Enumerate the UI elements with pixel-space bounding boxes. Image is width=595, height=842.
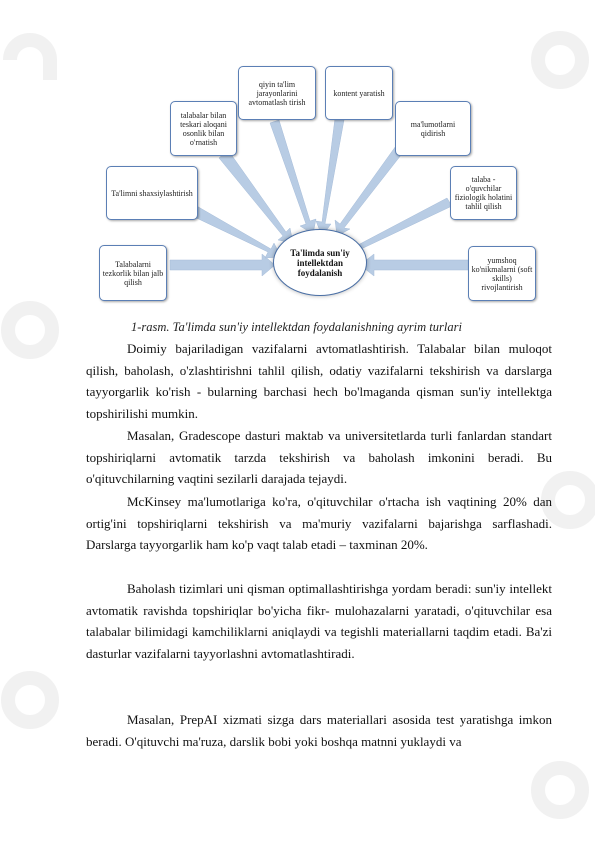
- arrow-6: [335, 143, 405, 236]
- paragraph-4: Baholash tizimlari uni qisman optimallashtirishga yordam beradi: sun'iy intellekt avtomatik ravishda topshiriqlar bo'yicha fikr- mulohazalarni yaratadi, o'qituvchilar esa talabalar bilimidagi kamchiliklarni aniqlaydi va tegishli materiallarni taqdim etadi. Ba'zi dasturlar vazifalarni tayyorlashni avtomatlashtiradi.: [86, 581, 552, 661]
- figure-caption: 1-rasm. Ta'limda sun'iy intellektdan foydalanishning ayrim turlari: [131, 320, 462, 334]
- arrow-1: [170, 254, 275, 276]
- diagram: [0, 0, 595, 310]
- node-personalization: Ta'limni shaxsiylashtirish: [106, 166, 198, 220]
- arrow-4: [270, 120, 316, 234]
- node-physiology: talaba - o'quvchilar fiziologik holatini tahlil qilish: [450, 166, 517, 220]
- node-engage-students: Talabalarni tezkorlik bilan jalb qilish: [99, 245, 167, 301]
- arrow-7: [350, 198, 452, 256]
- arrow-8: [360, 254, 470, 276]
- arrow-5: [316, 118, 344, 236]
- node-soft-skills: yumshoq ko'nikmalarni (soft skills) rivojlantirish: [468, 246, 536, 301]
- node-content: kontent yaratish: [325, 66, 393, 120]
- paragraph-5: Masalan, PrepAI xizmati sizga dars materiallari asosida test yaratishga imkon beradi. O'qituvchi ma'ruza, darslik bobi yoki boshqa matnni yuklaydi va: [86, 712, 552, 749]
- diagram-center: Ta'limda sun'iy intellektdan foydalanish: [273, 229, 367, 296]
- node-feedback: talabalar bilan teskari aloqani osonlik bilan o'rnatish: [170, 101, 237, 156]
- paragraph-1: Doimiy bajariladigan vazifalarni avtomatlashtirish. Talabalar bilan muloqot qilish, baholash, o'zlashtirishni tahlil qilish, odatiy vazifalarni tekshirish va darslarga tayyorgarlik ko'rish - bularning barchasi hech bo'lmaganda qisman sun'iy intellektga topshirilishi mumkin.: [86, 341, 552, 421]
- paragraph-3: McKinsey ma'lumotlariga ko'ra, o'qituvchilar o'rtacha ish vaqtining 20% dan ortig'ini topshiriqlarni tekshirish va ma'muriy vazifalarni bajarishga sarflashadi. Darslarga tayyorgarlik ham ko'p vaqt talab etadi – taxminan 20%.: [86, 494, 552, 552]
- node-automation: qiyin ta'lim jarayonlarini avtomatlash tirish: [238, 66, 316, 120]
- node-search: ma'lumotlarni qidirish: [395, 101, 471, 156]
- paragraph-2: Masalan, Gradescope dasturi maktab va universitetlarda turli fanlardan standart topshiriqlarni avtomatik tarzda tekshirish va baholash imkonini beradi. Bu o'qituvchilarning vaqtini sezilarli darajada tejaydi.: [86, 428, 552, 486]
